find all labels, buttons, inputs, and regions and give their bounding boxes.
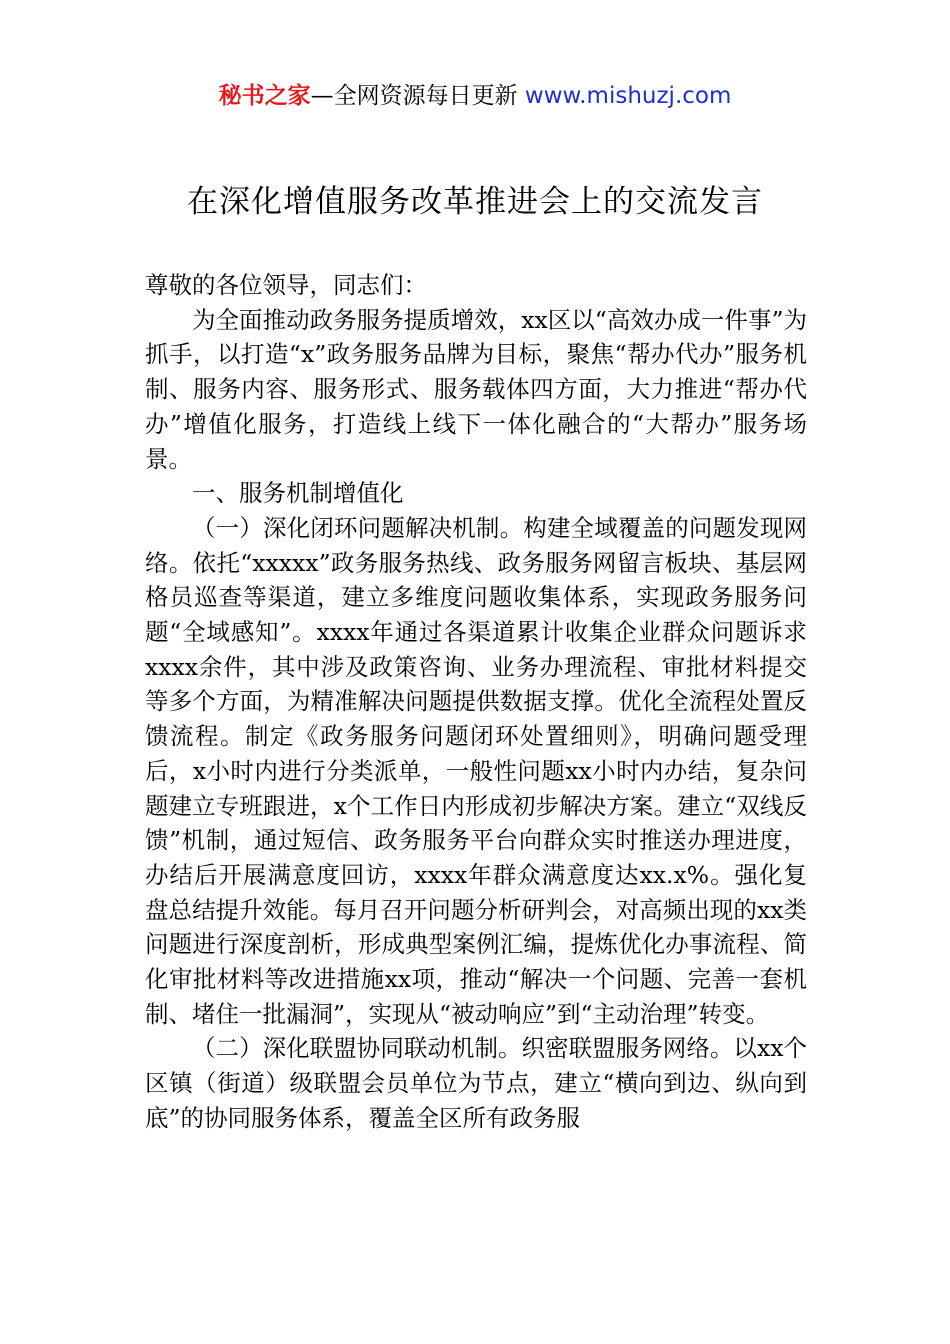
site-url[interactable]: www.mishuzj.com <box>524 83 732 109</box>
site-header <box>0 80 950 112</box>
section-heading: 一、服务机制增值化 <box>192 479 404 508</box>
paragraph-subsection-1: （一）深化闭环问题解决机制。构建全域覆盖的问题发现网络。依托“xxxxx”政务服务热线、政务服务网留言板块、基层网格员巡查等渠道，建立多维度问题收集体系，实现政务服务问题“全域感知”。xxxx年通过各渠道累计收集企业群众问题诉求xxxx余件，其中涉及政策咨询、业务办理流程、审批材料提交等多个方面，为精准解决问题提供数据支撑。优化全流程处置反馈流程。制定《政务服务问题闭环处置细则》，明确问题受理后，x小时内进行分类派单，一般性问题xx小时内办结，复杂问题建立专班跟进，x个工作日内形成初步解决方案。建立“双线反馈”机制，通过短信、政务服务平台向群众实时推送办理进度，办结后开展满意度回访，xxxx年群众满意度达xx.x%。强化复盘总结提升效能。每月召开问题分析研判会，对高频出现的xx类问题进行深度剖析，形成典型案例汇编，提炼优化办事流程、简化审批材料等改进措施xx项，推动“解决一个问题、完善一套机制、堵住一批漏洞”，实现从“被动响应”到“主动治理”转变。 <box>145 513 807 1028</box>
header-tagline: —全网资源每日更新 <box>310 83 518 109</box>
document-title: 在深化增值服务改革推进会上的交流发言 <box>187 184 763 220</box>
brand-name: 秘书之家 <box>218 83 311 109</box>
paragraph-subsection-2: （二）深化联盟协同联动机制。织密联盟服务网络。以xx个区镇（街道）级联盟会员单位为节点，建立“横向到边、纵向到底”的协同服务体系，覆盖全区所有政务服 <box>145 1034 807 1132</box>
document-body <box>145 268 807 1136</box>
salutation: 尊敬的各位领导，同志们： <box>145 271 427 299</box>
paragraph-intro: 为全面推动政务服务提质增效，xx区以“高效办成一件事”为抓手，以打造“x”政务服务品牌为目标，聚焦“帮办代办”服务机制、服务内容、服务形式、服务载体四方面，大力推进“帮办代办”增值化服务，打造线上线下一体化融合的“大帮办”服务场景。 <box>145 305 807 473</box>
